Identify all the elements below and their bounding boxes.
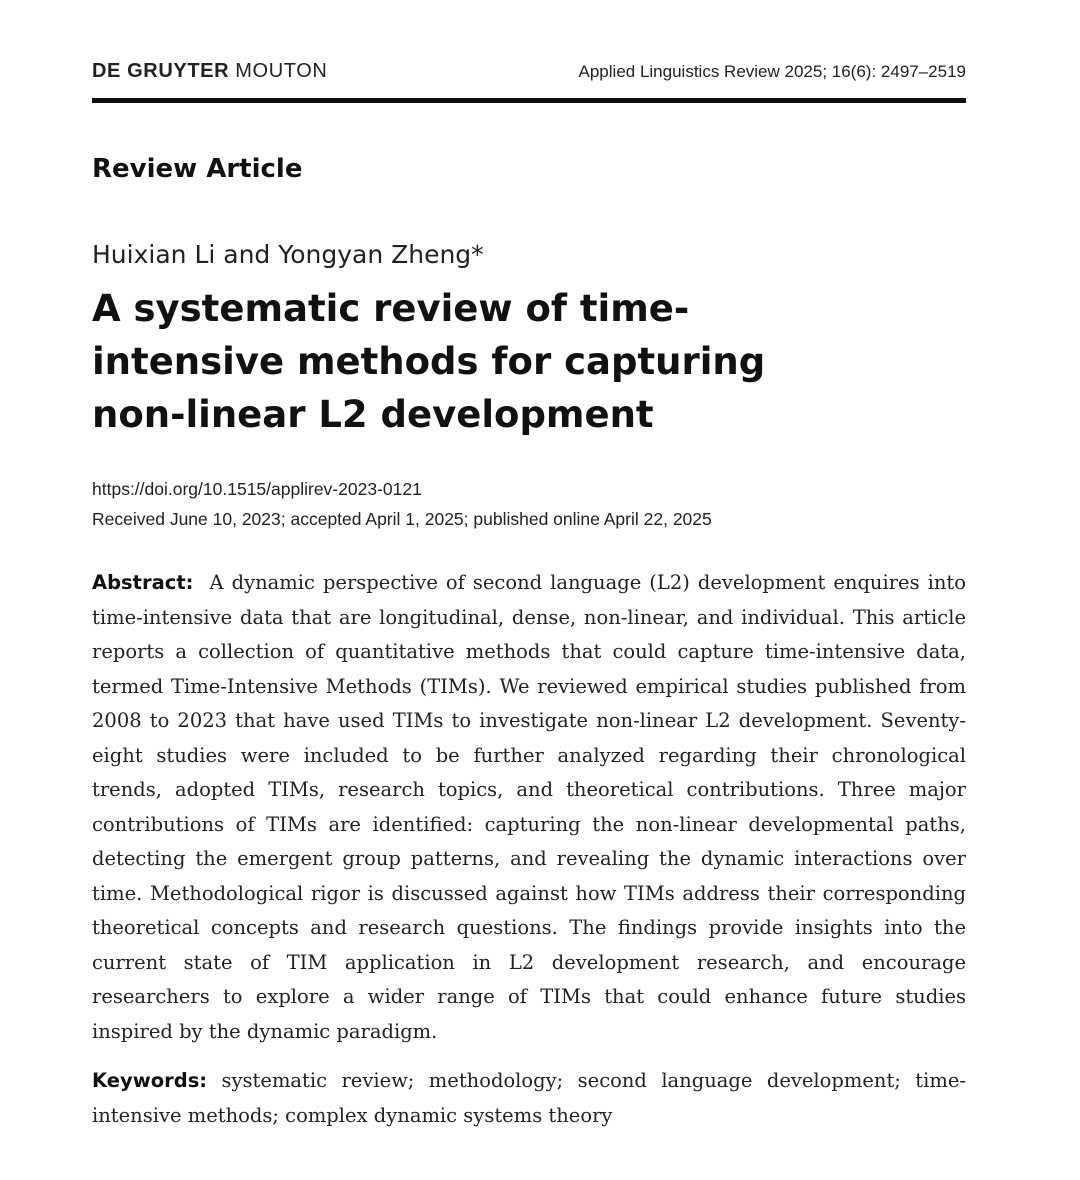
article-meta xyxy=(92,474,712,534)
article-title: A systematic review of time-intensive methods for capturing non-linear L2 development xyxy=(92,287,766,436)
publication-history: Received June 10, 2023; accepted April 1, 2025; published online April 22, 2025 xyxy=(92,509,712,529)
running-head xyxy=(92,60,966,90)
doi-link[interactable]: https://doi.org/10.1515/applirev-2023-0121 xyxy=(92,479,422,499)
abstract xyxy=(92,566,966,1049)
keywords xyxy=(92,1064,966,1133)
header-rule xyxy=(92,98,966,103)
article-type: Review Article xyxy=(92,154,303,184)
keywords-label: Keywords: xyxy=(92,1069,208,1092)
publisher-logo xyxy=(92,60,327,83)
abstract-label: Abstract: xyxy=(92,571,194,594)
abstract-text: A dynamic perspective of second language (L2) development enquires into time-intensive data that are longitudinal, dense, non-linear, and individual. This article reports a collection of quantitative methods that could capture time-intensive data, termed Time-Intensive Methods (TIMs). We reviewed empirical studies published from 2008 to 2023 that have used TIMs to investigate non-linear L2 development. Seventy-eight studies were included to be further analyzed regarding their chronological trends, adopted TIMs, research topics, and theoretical contributions. Three major contributions of TIMs are identified: capturing the non-linear developmental paths, detecting the emergent group patterns, and revealing the dynamic interactions over time. Methodological rigor is discussed against how TIMs address their corresponding theoretical concepts and research questions. The findings provide insights into the current state of TIM application in L2 development research, and encourage researchers to explore a wider range of TIMs that could enhance future studies inspired by the dynamic paradigm. xyxy=(92,571,966,1043)
publisher-name-bold: DE GRUYTER xyxy=(92,60,230,82)
article-page xyxy=(92,0,966,1180)
authors: Huixian Li and Yongyan Zheng* xyxy=(92,240,484,269)
journal-reference: Applied Linguistics Review 2025; 16(6): 2497–2519 xyxy=(578,62,966,81)
keywords-text: systematic review; methodology; second language development; time-intensive methods; complex dynamic systems theory xyxy=(92,1069,966,1127)
publisher-name-light: MOUTON xyxy=(229,60,328,82)
